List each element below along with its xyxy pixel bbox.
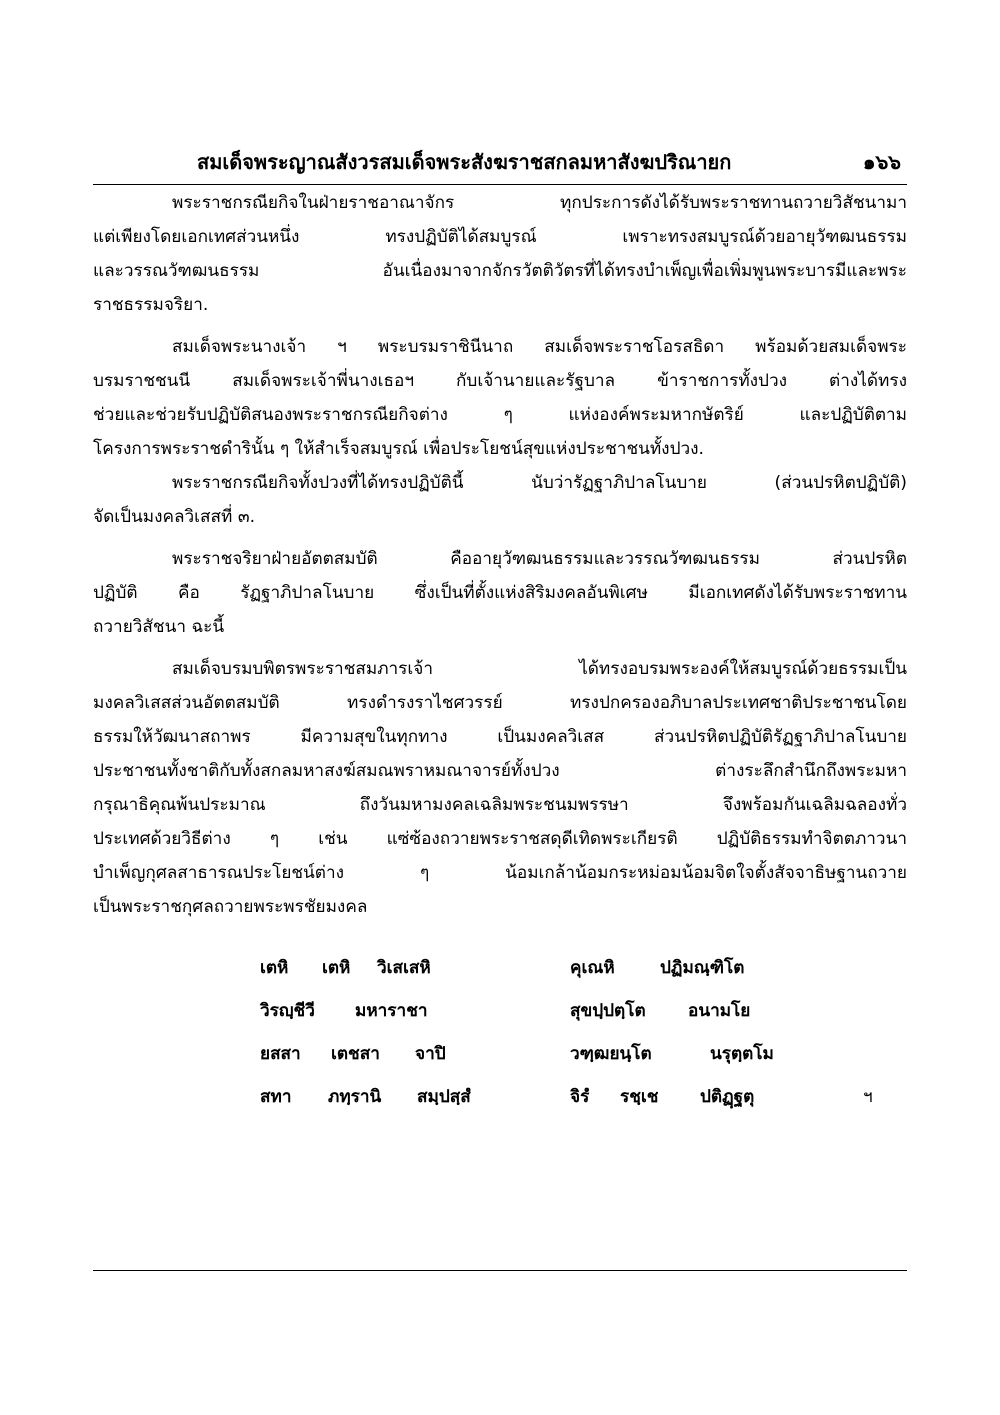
paragraph-line: จัดเป็นมงคลวิเสสที่ ๓. xyxy=(93,507,256,527)
verse-word: นรุตฺตโม xyxy=(710,1044,774,1064)
page-number: ๑๖๖ xyxy=(862,150,901,174)
paragraph-line: บรมราชชนนี สมเด็จพระเจ้าพี่นางเธอฯ กับเจ้านายและรัฐบาล ข้าราชการทั้งปวง ต่างได้ทรง xyxy=(93,371,907,391)
verse-word: อนามโย xyxy=(688,1001,751,1021)
paragraph-line: พระราชกรณียกิจทั้งปวงที่ได้ทรงปฏิบัตินี้ นับว่ารัฏฐาภิปาลโนบาย (ส่วนปรหิตปฏิบัติ) xyxy=(172,473,907,493)
paragraph-line: กรุณาธิคุณพ้นประมาณ ถึงวันมหามงคลเฉลิมพระชนมพรรษา จึงพร้อมกันเฉลิมฉลองทั่ว xyxy=(93,795,907,815)
verse-word: สุขปฺปตฺโต xyxy=(570,1001,646,1021)
verse-word: จิรํ xyxy=(570,1087,590,1107)
paragraph-line: ประเทศด้วยวิธีต่าง ๆ เช่น แซ่ซ้องถวายพระราชสดุดีเทิดพระเกียรติ ปฏิบัติธรรมทำจิตตภาวนา xyxy=(93,829,907,849)
paragraph-line: ราชธรรมจริยา. xyxy=(93,295,209,315)
verse-row xyxy=(260,1079,900,1122)
paragraph-line: ช่วยและช่วยรับปฏิบัติสนองพระราชกรณียกิจต่าง ๆ แห่งองค์พระมหากษัตริย์ และปฏิบัติตาม xyxy=(93,405,907,425)
paragraph-line: มงคลวิเสสส่วนอัตตสมบัติ ทรงดำรงราไชศวรรย์ ทรงปกครองอภิบาลประเทศชาติประชาชนโดย xyxy=(93,693,907,713)
verse-row xyxy=(260,993,900,1036)
verse-word: ปติฏฺฐตุ xyxy=(700,1087,755,1107)
page-title: สมเด็จพระญาณสังวรสมเด็จพระสังฆราชสกลมหาสังฆปริณายก xyxy=(197,150,732,174)
verse-word: จาปิ xyxy=(415,1044,446,1064)
verse-word: เตหิ xyxy=(322,958,351,978)
paragraph-line: โครงการพระราชดำรินั้น ๆ ให้สำเร็จสมบูรณ์ เพื่อประโยชน์สุขแห่งประชาชนทั้งปวง. xyxy=(93,439,704,459)
verse-row xyxy=(260,950,900,993)
paragraph-line: บำเพ็ญกุศลสาธารณประโยชน์ต่าง ๆ น้อมเกล้าน้อมกระหม่อมน้อมจิตใจตั้งสัจจาธิษฐานถวาย xyxy=(93,863,907,883)
verse-word: สทา xyxy=(260,1087,292,1107)
paragraph-line: ประชาชนทั้งชาติกับทั้งสกลมหาสงฆ์สมณพราหมณาจารย์ทั้งปวง ต่างระลึกสำนึกถึงพระมหา xyxy=(93,761,907,781)
verse-word: คุเณหิ xyxy=(570,958,615,978)
verse-word: มหาราชา xyxy=(355,1001,428,1021)
verse-word: เตชสา xyxy=(331,1044,380,1064)
paragraph-line: ปฏิบัติ คือ รัฏฐาภิปาลโนบาย ซึ่งเป็นที่ตั้งแห่งสิริมงคลอันพิเศษ มีเอกเทศดังได้รับพระราชทาน xyxy=(93,583,907,603)
paragraph-line: เป็นพระราชกุศลถวายพระพรชัยมงคล xyxy=(93,897,368,917)
paragraph-line: ถวายวิสัชนา ฉะนี้ xyxy=(93,617,225,637)
paragraph-line: พระราชกรณียกิจในฝ่ายราชอาณาจักร ทุกประการดังได้รับพระราชทานถวายวิสัชนามา xyxy=(172,193,907,213)
verse-word: วิเสเสหิ xyxy=(377,958,431,978)
pali-verse xyxy=(260,950,900,1122)
body-text xyxy=(93,186,907,924)
paragraph-line: สมเด็จพระนางเจ้า ฯ พระบรมราชินีนาถ สมเด็จพระราชโอรสธิดา พร้อมด้วยสมเด็จพระ xyxy=(172,337,907,357)
verse-word: รชฺเช xyxy=(620,1087,659,1107)
paragraph-line: และวรรณวัฑฒนธรรม อันเนื่องมาจากจักรวัตติวัตรที่ได้ทรงบำเพ็ญเพื่อเพิ่มพูนพระบารมีและพระ xyxy=(93,261,907,281)
verse-word: วฑฺฒยนฺโต xyxy=(570,1044,652,1064)
verse-row xyxy=(260,1036,900,1079)
verse-word: ภทฺรานิ xyxy=(328,1087,382,1107)
footer-rule xyxy=(93,1270,907,1271)
verse-word: เตหิ xyxy=(260,958,289,978)
paragraph-line: สมเด็จบรมบพิตรพระราชสมภารเจ้า ได้ทรงอบรมพระองค์ให้สมบูรณ์ด้วยธรรมเป็น xyxy=(172,659,907,679)
paragraph-line: แต่เพียงโดยเอกเทศส่วนหนึ่ง ทรงปฏิบัติได้สมบูรณ์ เพราะทรงสมบูรณ์ด้วยอายุวัฑฒนธรรม xyxy=(93,227,907,247)
verse-word: วิรญฺชีวี xyxy=(260,1001,315,1021)
verse-word: ยสสา xyxy=(260,1044,301,1064)
paragraph-line: พระราชจริยาฝ่ายอัตตสมบัติ คืออายุวัฑฒนธรรมและวรรณวัฑฒนธรรม ส่วนปรหิต xyxy=(172,549,907,569)
verse-word: ปฏิมณฺฑิโต xyxy=(660,958,745,978)
page-header xyxy=(93,140,907,185)
verse-end-mark: ฯ xyxy=(863,1087,873,1107)
verse-word: สมฺปสฺสํ xyxy=(417,1087,471,1107)
paragraph-line: ธรรมให้วัฒนาสถาพร มีความสุขในทุกทาง เป็นมงคลวิเสส ส่วนปรหิตปฏิบัติรัฏฐาภิปาลโนบาย xyxy=(93,727,907,747)
